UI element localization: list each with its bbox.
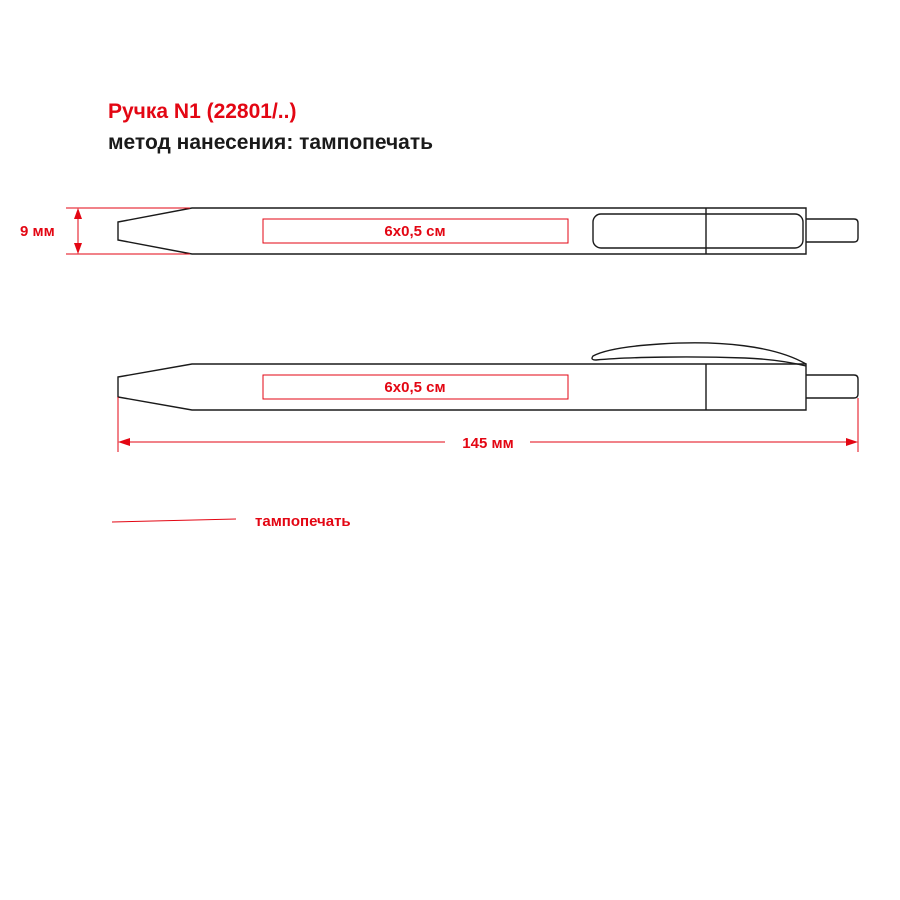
product-title: Ручка N1 (22801/..) <box>108 100 297 123</box>
length-dimension <box>118 397 858 452</box>
pen-side-clip <box>592 343 806 366</box>
pen-side-body <box>118 364 806 410</box>
pen-top-clip <box>593 214 803 248</box>
pen-side-view <box>118 343 858 410</box>
length-arrow-left <box>118 438 130 446</box>
application-method: метод нанесения: тампопечать <box>108 131 434 154</box>
pen-top-print-area-label: 6x0,5 см <box>384 223 446 240</box>
length-label: 145 мм <box>462 435 514 452</box>
legend <box>112 513 351 530</box>
legend-swatch <box>112 519 236 522</box>
length-arrow-right <box>846 438 858 446</box>
pen-top-body <box>118 208 806 254</box>
height-arrow-bottom <box>74 243 82 254</box>
height-arrow-top <box>74 208 82 219</box>
pen-top-button <box>806 219 858 242</box>
height-label: 9 мм <box>20 223 55 240</box>
legend-label: тампопечать <box>255 513 351 530</box>
height-dimension <box>20 208 190 254</box>
pen-side-button <box>806 375 858 398</box>
pen-side-print-area-label: 6x0,5 см <box>384 379 446 396</box>
pen-top-view <box>118 208 858 254</box>
